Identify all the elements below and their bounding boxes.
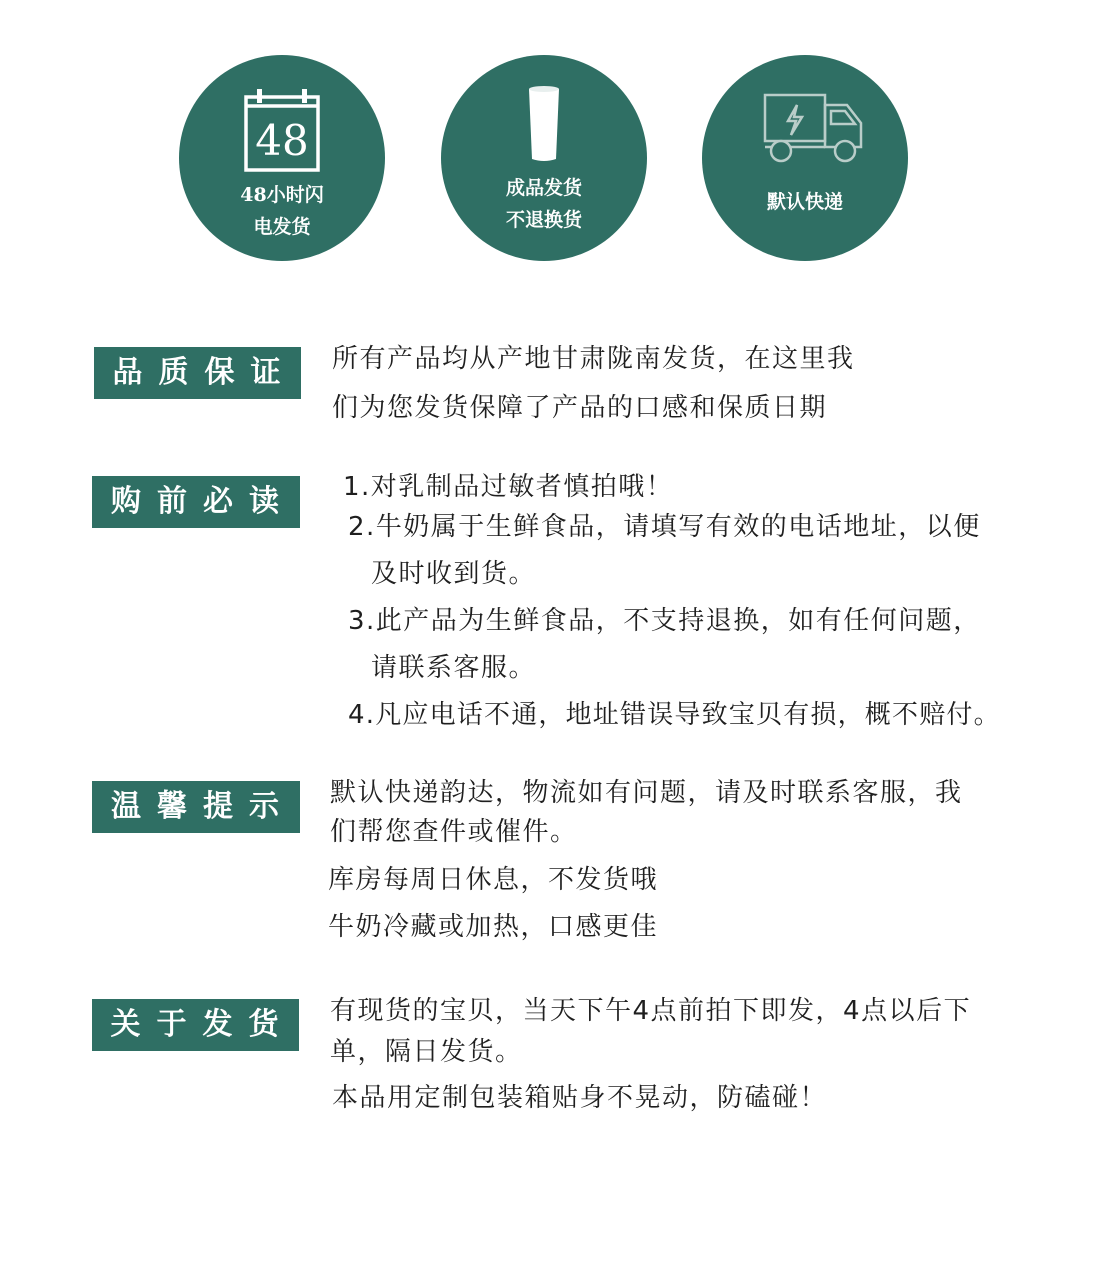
before-buy-item: 1.对乳制品过敏者慎拍哦！ [343,472,674,502]
calendar-number: 48 [255,116,309,165]
quality-text-line: 们为您发货保障了产品的口感和保质日期 [332,393,828,423]
tips-label: 温馨提示 [92,781,300,833]
quality-text-line: 所有产品均从产地甘肃陇南发货，在这里我 [332,344,855,374]
before-buy-item: 2.牛奶属于生鲜食品，请填写有效的电话地址，以便 [348,512,981,542]
shipping-text-line: 有现货的宝贝，当天下午4点前拍下即发，4点以后下 [330,996,972,1026]
quality-label: 品质保证 [94,347,301,399]
badge-text-line-1: 成品发货 [505,177,582,199]
before-buy-item: 请联系客服。 [371,653,537,683]
badge-text-line-1: 48小时闪 [240,184,324,206]
before-buy-item: 3.此产品为生鲜食品，不支持退换，如有任何问题， [348,606,981,636]
delivery-truck-icon [761,91,867,165]
before-buy-label: 购前必读 [92,476,300,528]
badge-48h-shipping [179,55,385,261]
milk-cup-icon [526,85,562,165]
badge-text-line-2: 电发货 [253,216,311,238]
tips-text-line: 们帮您查件或催件。 [330,817,578,847]
calendar-48-icon [242,88,322,174]
tips-text-line: 牛奶冷藏或加热，口感更佳 [328,912,659,942]
shipping-text-line: 单，隔日发货。 [330,1037,523,1067]
shipping-label: 关于发货 [92,999,299,1051]
badge-no-returns [441,55,647,261]
tips-text-line: 默认快递韵达，物流如有问题，请及时联系客服，我 [330,778,963,808]
badge-default-express [702,55,908,261]
before-buy-item: 4.凡应电话不通，地址错误导致宝贝有损，概不赔付。 [348,700,1001,730]
before-buy-item: 及时收到货。 [371,559,537,589]
tips-text-line: 库房每周日休息，不发货哦 [328,865,659,895]
badge-text: 默认快递 [766,191,843,213]
shipping-text-line: 本品用定制包装箱贴身不晃动，防磕碰！ [332,1083,828,1113]
badge-text-line-2: 不退换货 [505,209,582,231]
